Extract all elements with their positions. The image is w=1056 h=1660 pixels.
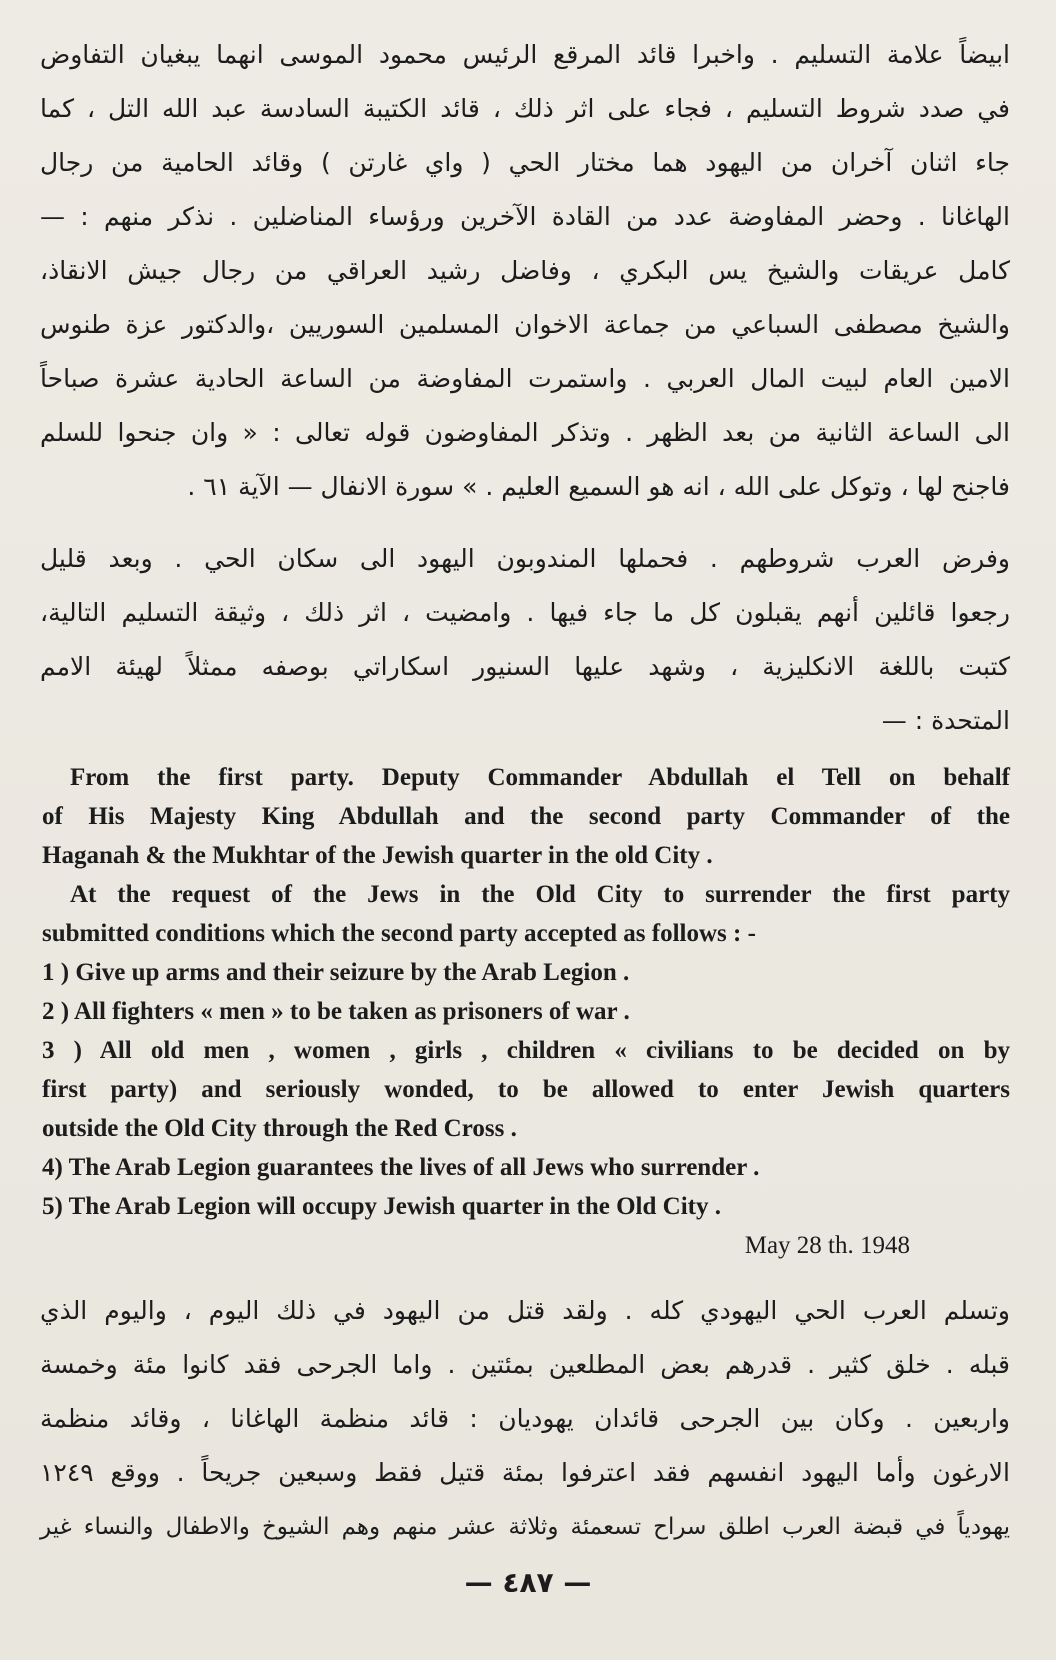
text-line: يهودياً في قبضة العرب اطلق سراح تسعمئة وثلاثة عشر منهم وهم الشيوخ والاطفال والنساء غير (40, 1514, 1010, 1540)
arabic-paragraph-conditions (40, 532, 1010, 748)
text-line: first party) and seriously wonded, to be allowed to enter Jewish quarters (42, 1076, 1010, 1103)
list-item: 2 ) All fighters « men » to be taken as prisoners of war . (42, 998, 630, 1025)
text-line: جاء اثنان آخران من اليهود هما مختار الحي ( واي غارتن ) وقائد الحامية من رجال (40, 148, 1010, 177)
document-date: May 28 th. 1948 (744, 1232, 910, 1259)
text-line: فاجنح لها ، وتوكل على الله ، انه هو السميع العليم . » سورة الانفال — الآية ٦١ . (187, 472, 1010, 501)
text-line: From the first party. Deputy Commander Abdullah el Tell on behalf (70, 764, 1010, 791)
list-item: 5) The Arab Legion will occupy Jewish quarter in the Old City . (42, 1193, 721, 1220)
arabic-paragraph-aftermath (40, 1284, 1010, 1554)
text-line: واربعين . وكان بين الجرحى قائدان يهوديان : قائد منظمة الهاغانا ، وقائد منظمة (40, 1404, 1010, 1433)
text-line: submitted conditions which the second party accepted as follows : - (42, 920, 756, 947)
text-line: At the request of the Jews in the Old City to surrender the first party (70, 881, 1010, 908)
page-number: — ٤٨٧ — (464, 1566, 592, 1599)
text-line: ابيضاً علامة التسليم . واخبرا قائد المرقع الرئيس محمود الموسى انهما يبغيان التفاوض (40, 40, 1010, 69)
text-line: of His Majesty King Abdullah and the second party Commander of the (42, 803, 1010, 830)
arabic-paragraph-negotiation (40, 28, 1010, 514)
text-line: المتحدة : — (881, 706, 1010, 735)
text-line: رجعوا قائلين أنهم يقبلون كل ما جاء فيها . وامضيت ، اثر ذلك ، وثيقة التسليم التالية، (40, 598, 1010, 627)
text-line: الى الساعة الثانية من بعد الظهر . وتذكر المفاوضون قوله تعالى : « وان جنحوا للسلم (40, 418, 1010, 447)
list-item: 3 ) All old men , women , girls , children « civilians to be decided on by (42, 1037, 1010, 1064)
english-surrender-document (42, 758, 1010, 1265)
text-line: outside the Old City through the Red Cross . (42, 1115, 517, 1142)
text-line: Haganah & the Mukhtar of the Jewish quarter in the old City . (42, 842, 713, 869)
text-line: قبله . خلق كثير . قدرهم بعض المطلعين بمئتين . واما الجرحى فقد كانوا مئة وخمسة (40, 1350, 1010, 1379)
text-line: كتبت باللغة الانكليزية ، وشهد عليها السنيور اسكاراتي بوصفه ممثلاً لهيئة الامم (40, 652, 1010, 681)
text-line: وفرض العرب شروطهم . فحملها المندوبون اليهود الى سكان الحي . وبعد قليل (40, 544, 1010, 573)
text-line: الهاغانا . وحضر المفاوضة عدد من القادة الآخرين ورؤساء المناضلين . نذكر منهم : — (40, 202, 1010, 231)
text-line: كامل عريقات والشيخ يس البكري ، وفاضل رشيد العراقي من رجال جيش الانقاذ، (40, 256, 1010, 285)
list-item: 1 ) Give up arms and their seizure by the Arab Legion . (42, 959, 630, 986)
text-line: الارغون وأما اليهود انفسهم فقد اعترفوا بمئة قتيل فقط وسبعين جريحاً . ووقع ١٢٤٩ (40, 1458, 1010, 1487)
text-line: والشيخ مصطفى السباعي من جماعة الاخوان المسلمين السوريين ،والدكتور عزة طنوس (40, 310, 1010, 339)
list-item: 4) The Arab Legion guarantees the lives of all Jews who surrender . (42, 1154, 760, 1181)
text-line: وتسلم العرب الحي اليهودي كله . ولقد قتل من اليهود في ذلك اليوم ، واليوم الذي (40, 1296, 1010, 1325)
text-line: الامين العام لبيت المال العربي . واستمرت المفاوضة من الساعة الحادية عشرة صباحاً (40, 364, 1010, 393)
text-line: في صدد شروط التسليم ، فجاء على اثر ذلك ، قائد الكتيبة السادسة عبد الله التل ، كما (40, 94, 1010, 123)
